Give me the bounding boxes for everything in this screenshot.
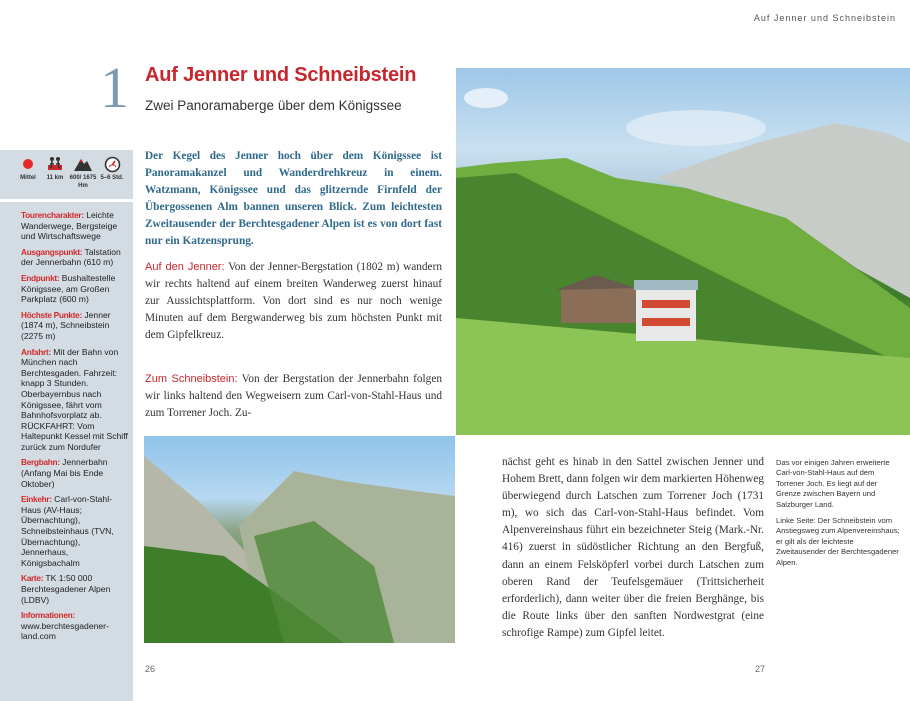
section-schneibstein: Zum Schneibstein: Von der Bergstation der Jennerbahn folgen wir links haltend den Wegweisern zum Carl-von-Stahl-Haus und zum Torrener Joch. Zu- <box>145 373 442 420</box>
tour-subtitle: Zwei Panoramaberge über dem Königssee <box>145 98 402 113</box>
lead-paragraph: Der Kegel des Jenner hoch über dem Königssee ist Panoramakanzel und Wanderdrehkreuz in einem. Watzmann, Königssee und das glitzernde Firnfeld der Übergossenen Alm bannen unseren Blick. Zum leichtesten Zweitausender der Berchtesgadener Alpen ist es von dort fast nur ein Katzensprung. <box>145 150 442 248</box>
stats-box <box>0 150 133 202</box>
photo-schneibstein <box>144 436 455 643</box>
tour-number: 1 <box>100 55 129 120</box>
info-item: Tourencharakter: Leichte Wanderwege, Bergsteige und Wirtschaftswege <box>21 210 118 242</box>
info-item: Höchste Punkte: Jenner (1874 m), Schneibstein (2275 m) <box>21 309 111 341</box>
photo-captions <box>776 458 904 574</box>
stat-label: 11 km <box>46 175 64 181</box>
page-number-right: 27 <box>755 664 766 674</box>
info-item: Anfahrt: Mit der Bahn von München nach Berchtesgaden. Fahrzeit: knapp 3 Stunden. Oberbayernbus nach Königssee, fährt vom Bahnhofsvorplatz ab. RÜCKFAHRT: Vom Haltepunkt Kessel mit Schiff zurück zum Nordufer <box>21 346 128 452</box>
stat-label: 600/ 1675 Hm <box>69 175 97 189</box>
photo-carl-von-stahl-haus <box>456 68 910 435</box>
mountain-icon <box>73 156 93 172</box>
hikers-icon <box>46 156 64 172</box>
info-item: Ausgangspunkt: Talstation der Jennerbahn (610 m) <box>21 246 121 268</box>
section-continuation: nächst geht es hinab in den Sattel zwischen Jenner und Hohem Brett, dann folgen wir dem markierten Höhenweg überwiegend durch Latschen zum Torrener Joch (1731 m), wo sich das Carl-von-Stahl-Haus befindet. Vom Alpenvereinshaus führt ein bezeichneter Steig (Mark.-Nr. 416) zuerst in südöstlicher Richtung an den Bergfuß, dann an einem Felsköpferl vorbei durch Latschen zum oberen Rand der Teufelsgemäuer (Trittsicherheit erforderlich), dann weiter über die freien Berghänge, bis die Route links über den sanften Nordwestgrat (eine schrofige Rampe) zum Gipfel leitet. <box>502 456 764 639</box>
stat-elevation <box>68 154 98 190</box>
difficulty-dot-icon <box>22 158 34 170</box>
info-item: Endpunkt: Bushaltestelle Königssee, am Großen Parkplatz (600 m) <box>21 272 116 305</box>
stat-difficulty <box>13 154 43 182</box>
tour-title: Auf Jenner und Schneibstein <box>145 64 417 86</box>
caption-left-page-photo: Linke Seite: Der Schneibstein vom Anstiegsweg zum Alpenvereinshaus; er gilt als der leichteste Zweitausender der Berchtesgadener Alpen. <box>776 516 900 567</box>
clock-icon <box>104 156 121 173</box>
info-item: Karte: TK 1:50 000 Berchtesgadener Alpen (LDBV) <box>21 573 111 605</box>
info-item: Einkehr: Carl-von-Stahl-Haus (AV-Haus; Übernachtung), Schneibsteinhaus (TVN, Übernachtung), Jennerhaus, Königsbachalm <box>21 494 114 568</box>
stat-label: 5–6 Std. <box>100 175 124 181</box>
section-jenner: Auf den Jenner: Von der Jenner-Bergstation (1802 m) wandern wir rechts haltend auf einem breiten Wanderweg zuerst hinauf zur Aussichtsplattform. Von dort sind es nur noch wenige Minuten auf dem Bergwanderweg bis zum höchsten Punkt mit dem Gipfelkreuz. <box>145 261 442 342</box>
stat-duration <box>97 154 127 182</box>
stat-label: Mittel <box>20 175 36 181</box>
info-item: Bergbahn: Jennerbahn (Anfang Mai bis Ende Oktober) <box>21 457 108 489</box>
tour-info-list <box>21 210 129 647</box>
stat-distance <box>40 154 70 182</box>
running-head: Auf Jenner und Schneibstein <box>753 13 896 23</box>
info-item: Informationen: www.berchtesgadener-land.com <box>21 610 109 642</box>
caption-top-photo: Das vor einigen Jahren erweiterte Carl-von-Stahl-Haus auf dem Torrener Joch. Es liegt auf der Grenze zwischen Bayern und Salzburger Land. <box>776 458 890 509</box>
page-number-left: 26 <box>145 664 156 674</box>
